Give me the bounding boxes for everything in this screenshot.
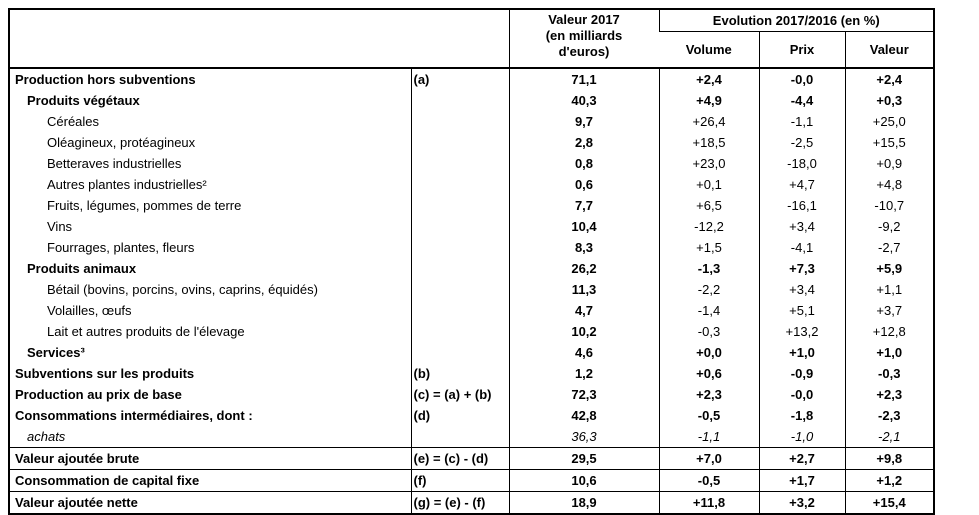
evolution-valeur-cell: -10,7 (845, 195, 934, 216)
row-formula (411, 111, 509, 132)
evolution-prix-cell: -1,0 (759, 426, 845, 448)
evolution-prix-cell: -0,9 (759, 363, 845, 384)
table-row (9, 258, 934, 279)
row-formula (411, 279, 509, 300)
row-label: Valeur ajoutée nette (9, 491, 411, 514)
value-2017-cell: 1,2 (509, 363, 659, 384)
table-row (9, 321, 934, 342)
value-2017-cell: 0,6 (509, 174, 659, 195)
row-label: Services³ (27, 344, 85, 360)
row-label: Fourrages, plantes, fleurs (47, 239, 195, 255)
evolution-volume-cell: +0,0 (659, 342, 759, 363)
evolution-volume-cell: +1,5 (659, 237, 759, 258)
row-label: Volailles, œufs (47, 302, 132, 318)
row-formula (411, 237, 509, 258)
row-label: Consommations intermédiaires, dont : (15, 407, 253, 423)
evolution-volume-cell: -1,3 (659, 258, 759, 279)
evolution-valeur-cell: +2,3 (845, 384, 934, 405)
table-row (9, 237, 934, 258)
evolution-prix-cell: +3,2 (759, 491, 845, 514)
evolution-prix-cell: +1,7 (759, 469, 845, 491)
row-label: Céréales (47, 113, 100, 129)
evolution-prix-cell: -2,5 (759, 132, 845, 153)
value-2017-cell: 10,2 (509, 321, 659, 342)
evolution-valeur-cell: +1,0 (845, 342, 934, 363)
evolution-prix-cell: +1,0 (759, 342, 845, 363)
row-label: Subventions sur les produits (15, 365, 195, 381)
row-formula (411, 300, 509, 321)
evolution-prix-cell: -0,0 (759, 384, 845, 405)
value-2017-cell: 18,9 (509, 491, 659, 514)
value-2017-cell: 8,3 (509, 237, 659, 258)
evolution-volume-cell: +6,5 (659, 195, 759, 216)
evolution-valeur-cell: +2,4 (845, 68, 934, 90)
row-label: Betteraves industrielles (47, 155, 182, 171)
evolution-volume-cell: +18,5 (659, 132, 759, 153)
evolution-prix-cell: +7,3 (759, 258, 845, 279)
row-label: Vins (47, 218, 73, 234)
evolution-prix-cell: -0,0 (759, 68, 845, 90)
evolution-valeur-cell: +0,3 (845, 90, 934, 111)
table-row (9, 405, 934, 426)
evolution-volume-cell: -2,2 (659, 279, 759, 300)
corner-cell (9, 9, 509, 68)
evolution-volume-cell: +23,0 (659, 153, 759, 174)
value-2017-cell: 36,3 (509, 426, 659, 448)
evolution-valeur-cell: +1,2 (845, 469, 934, 491)
value-2017-cell: 71,1 (509, 68, 659, 90)
value-2017-header-line1: Valeur 2017 (548, 12, 620, 27)
table-row (9, 447, 934, 469)
value-2017-header-line2: (en milliards (545, 28, 623, 43)
evolution-valeur-cell: -2,7 (845, 237, 934, 258)
row-label: Lait et autres produits de l'élevage (47, 323, 245, 339)
table-row (9, 279, 934, 300)
evolution-prix-cell: +3,4 (759, 216, 845, 237)
row-formula (411, 195, 509, 216)
value-2017-cell: 42,8 (509, 405, 659, 426)
evolution-volume-cell: +0,1 (659, 174, 759, 195)
evolution-valeur-cell: +25,0 (845, 111, 934, 132)
row-formula (411, 426, 509, 448)
row-label: Produits végétaux (27, 92, 140, 108)
row-label: Fruits, légumes, pommes de terre (47, 197, 242, 213)
evolution-volume-cell: +2,3 (659, 384, 759, 405)
value-2017-cell: 11,3 (509, 279, 659, 300)
row-label: achats (27, 428, 66, 444)
table-row (9, 216, 934, 237)
row-formula: (d) (411, 405, 509, 426)
row-label: Production au prix de base (15, 386, 182, 402)
row-formula (411, 174, 509, 195)
value-2017-cell: 10,6 (509, 469, 659, 491)
evolution-prix-cell: -16,1 (759, 195, 845, 216)
value-2017-cell: 7,7 (509, 195, 659, 216)
evolution-valeur-cell: +1,1 (845, 279, 934, 300)
evolution-valeur-cell: -2,3 (845, 405, 934, 426)
table-row (9, 153, 934, 174)
evolution-valeur-cell: +3,7 (845, 300, 934, 321)
evolution-valeur-cell: +12,8 (845, 321, 934, 342)
evolution-volume-cell: +0,6 (659, 363, 759, 384)
table-row (9, 111, 934, 132)
row-formula (411, 342, 509, 363)
table-row (9, 384, 934, 405)
evolution-volume-cell: +2,4 (659, 68, 759, 90)
evolution-volume-cell: -0,5 (659, 469, 759, 491)
row-formula (411, 258, 509, 279)
evolution-volume-cell: -1,4 (659, 300, 759, 321)
evolution-valeur-cell: +15,5 (845, 132, 934, 153)
table-row (9, 90, 934, 111)
table-row (9, 300, 934, 321)
agriculture-accounts-table (8, 8, 935, 515)
evolution-volume-cell: -12,2 (659, 216, 759, 237)
evolution-valeur-cell: -9,2 (845, 216, 934, 237)
value-2017-cell: 9,7 (509, 111, 659, 132)
table-row (9, 342, 934, 363)
evolution-volume-cell: +4,9 (659, 90, 759, 111)
evolution-prix-cell: +4,7 (759, 174, 845, 195)
row-formula (411, 90, 509, 111)
evolution-volume-cell: +26,4 (659, 111, 759, 132)
prix-column-header: Prix (759, 32, 845, 68)
value-2017-header (509, 9, 659, 68)
evolution-prix-cell: -4,1 (759, 237, 845, 258)
evolution-volume-cell: -0,5 (659, 405, 759, 426)
value-2017-cell: 4,6 (509, 342, 659, 363)
evolution-prix-cell: -4,4 (759, 90, 845, 111)
evolution-valeur-cell: +15,4 (845, 491, 934, 514)
row-label: Oléagineux, protéagineux (47, 134, 196, 150)
value-2017-cell: 26,2 (509, 258, 659, 279)
row-formula: (a) (411, 68, 509, 90)
table-row (9, 426, 934, 448)
row-formula: (c) = (a) + (b) (411, 384, 509, 405)
evolution-prix-cell: +2,7 (759, 447, 845, 469)
value-2017-cell: 10,4 (509, 216, 659, 237)
row-formula: (e) = (c) - (d) (411, 447, 509, 469)
evolution-volume-cell: +7,0 (659, 447, 759, 469)
evolution-valeur-cell: -0,3 (845, 363, 934, 384)
table-row (9, 363, 934, 384)
value-2017-header-line3: d'euros) (558, 44, 610, 59)
value-2017-cell: 40,3 (509, 90, 659, 111)
value-2017-cell: 4,7 (509, 300, 659, 321)
evolution-prix-cell: -18,0 (759, 153, 845, 174)
evolution-volume-cell: -1,1 (659, 426, 759, 448)
row-label: Produits animaux (27, 260, 137, 276)
table-header (9, 9, 934, 68)
evolution-prix-cell: -1,1 (759, 111, 845, 132)
table-row (9, 195, 934, 216)
row-label: Production hors subventions (15, 71, 196, 87)
valeur-column-header: Valeur (845, 32, 934, 68)
evolution-valeur-cell: +0,9 (845, 153, 934, 174)
row-formula: (f) (411, 469, 509, 491)
row-label: Consommation de capital fixe (9, 469, 411, 491)
evolution-prix-cell: +13,2 (759, 321, 845, 342)
table-body (9, 68, 934, 514)
evolution-volume-cell: -0,3 (659, 321, 759, 342)
row-formula (411, 132, 509, 153)
row-formula (411, 321, 509, 342)
row-label: Autres plantes industrielles² (47, 176, 207, 192)
row-formula: (b) (411, 363, 509, 384)
row-formula: (g) = (e) - (f) (411, 491, 509, 514)
evolution-group-header: Evolution 2017/2016 (en %) (659, 9, 934, 32)
row-label: Valeur ajoutée brute (9, 447, 411, 469)
evolution-prix-cell: +3,4 (759, 279, 845, 300)
evolution-valeur-cell: -2,1 (845, 426, 934, 448)
row-label: Bétail (bovins, porcins, ovins, caprins, équidés) (47, 281, 318, 297)
evolution-volume-cell: +11,8 (659, 491, 759, 514)
evolution-valeur-cell: +4,8 (845, 174, 934, 195)
value-2017-cell: 29,5 (509, 447, 659, 469)
evolution-prix-cell: -1,8 (759, 405, 845, 426)
table-row (9, 491, 934, 514)
evolution-valeur-cell: +5,9 (845, 258, 934, 279)
table-row (9, 132, 934, 153)
value-2017-cell: 72,3 (509, 384, 659, 405)
value-2017-cell: 0,8 (509, 153, 659, 174)
table-row (9, 68, 934, 90)
row-formula (411, 216, 509, 237)
table-row (9, 174, 934, 195)
value-2017-cell: 2,8 (509, 132, 659, 153)
evolution-prix-cell: +5,1 (759, 300, 845, 321)
volume-column-header: Volume (659, 32, 759, 68)
evolution-valeur-cell: +9,8 (845, 447, 934, 469)
row-formula (411, 153, 509, 174)
table-row (9, 469, 934, 491)
